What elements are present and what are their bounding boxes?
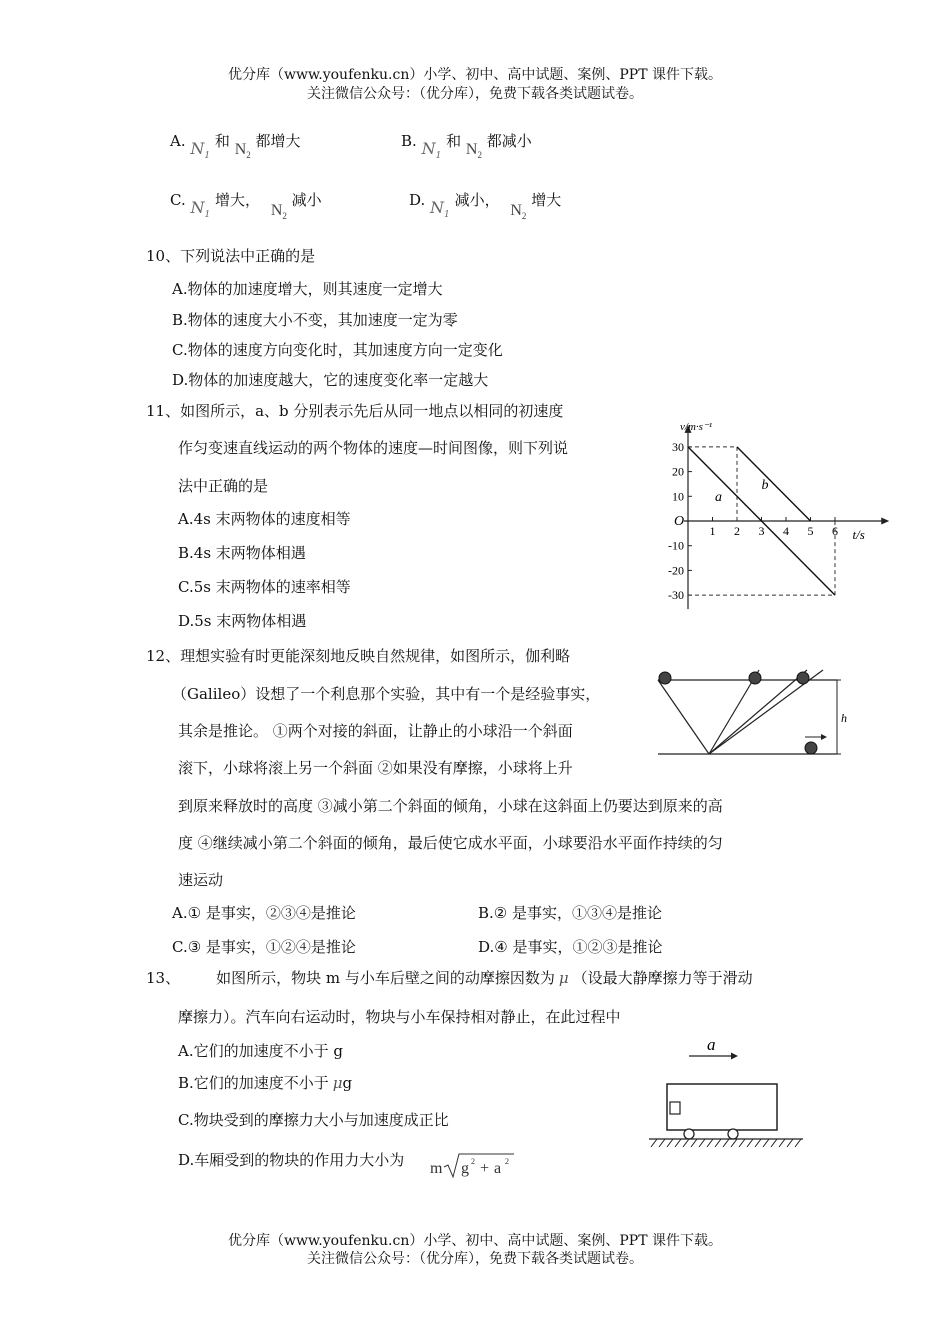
q12-line-6: 度 ④继续减小第二个斜面的倾角，最后使它成水平面，小球要沿水平面作持续的匀 bbox=[178, 834, 723, 852]
x-axis-label: t/s bbox=[852, 527, 865, 542]
series-label-a: a bbox=[714, 490, 722, 506]
symbol-n1: $N_1$ bbox=[190, 198, 211, 221]
hatch-line bbox=[771, 1139, 777, 1147]
hatch-line bbox=[739, 1139, 745, 1147]
hatch-line bbox=[779, 1139, 785, 1147]
formula-g: g bbox=[461, 1160, 469, 1177]
q13-option-b bbox=[178, 1073, 352, 1093]
q12-option-a: A.① 是事实，②③④是推论 bbox=[172, 904, 356, 922]
q9-option-b bbox=[401, 131, 532, 162]
chart-axes bbox=[684, 425, 889, 609]
wheel-right bbox=[728, 1129, 738, 1139]
y-axis-label: v/m·s⁻¹ bbox=[680, 421, 713, 433]
y-tick-label: -30 bbox=[668, 588, 684, 603]
hatch-line bbox=[699, 1139, 705, 1147]
option-text: 增大 bbox=[531, 191, 562, 209]
q10-option-d: D.物体的加速度越大，它的速度变化率一定越大 bbox=[172, 371, 489, 389]
acceleration-label: a bbox=[707, 1035, 716, 1054]
hatch-line bbox=[667, 1139, 673, 1147]
q11-option-c: C.5s 末两物体的速率相等 bbox=[178, 578, 351, 596]
option-label: D. bbox=[409, 191, 426, 209]
x-tick-label: 6 bbox=[832, 524, 838, 538]
q10-option-c: C.物体的速度方向变化时，其加速度方向一定变化 bbox=[172, 341, 503, 359]
q11-stem-line-2: 作匀变速直线运动的两个物体的速度—时间图像，则下列说 bbox=[178, 439, 569, 457]
q12-line-1: 12、理想实验有时更能深刻地反映自然规律，如图所示，伽利略 bbox=[146, 647, 571, 665]
option-text: B.它们的加速度不小于 bbox=[178, 1074, 329, 1092]
q12-option-c: C.③ 是事实，①②④是推论 bbox=[172, 938, 356, 956]
q13-option-c: C.物块受到的摩擦力大小与加速度成正比 bbox=[178, 1111, 449, 1129]
symbol-n2: $N_2$ bbox=[510, 202, 527, 222]
first-incline bbox=[658, 680, 709, 754]
incline-figure bbox=[645, 662, 850, 767]
hatch-line bbox=[675, 1139, 681, 1147]
option-text: g bbox=[342, 1074, 353, 1092]
q13-stem-line-2: 摩擦力）。汽车向右运动时，物块与小车保持相对静止，在此过程中 bbox=[178, 1008, 621, 1026]
y-tick-label: -10 bbox=[668, 538, 684, 553]
q13-stem-line-1 bbox=[146, 968, 753, 988]
option-text: 都减小 bbox=[486, 132, 532, 150]
formula-a: a bbox=[494, 1160, 502, 1177]
symbol-n2: $N_2$ bbox=[465, 141, 482, 161]
q10-option-a: A.物体的加速度增大，则其速度一定增大 bbox=[172, 280, 443, 298]
stem-text: 如图所示，物块 m 与小车后壁之间的动摩擦因数为 bbox=[216, 969, 555, 987]
q12-line-7: 速运动 bbox=[178, 871, 224, 889]
q10-option-b: B.物体的速度大小不变，其加速度一定为零 bbox=[172, 311, 458, 329]
hatch-line bbox=[795, 1139, 801, 1147]
q11-stem-line-1: 11、如图所示，a、b 分别表示先后从同一地点以相同的初速度 bbox=[146, 402, 564, 420]
hatch-line bbox=[683, 1139, 689, 1147]
x-tick-label: 2 bbox=[734, 524, 740, 538]
formula-m: m bbox=[430, 1160, 443, 1177]
formula-sup-g: 2 bbox=[471, 1157, 475, 1166]
vt-chart bbox=[630, 410, 865, 625]
option-text: 减小， bbox=[454, 191, 500, 209]
q12-line-4: 滚下，小球将滚上另一个斜面 ②如果没有摩擦，小球将上升 bbox=[178, 759, 573, 777]
stem-text: （设最大静摩擦力等于滑动 bbox=[572, 969, 753, 987]
q9-option-a bbox=[170, 131, 301, 162]
symbol-n1: $N_1$ bbox=[421, 139, 442, 162]
hatch-line bbox=[707, 1139, 713, 1147]
wheel-left bbox=[684, 1129, 694, 1139]
formula-plus: + bbox=[480, 1160, 490, 1177]
symbol-n2: $N_2$ bbox=[234, 141, 251, 161]
x-axis-arrow bbox=[881, 518, 889, 525]
ball-start bbox=[659, 672, 671, 684]
ground-hatch bbox=[651, 1139, 801, 1147]
chart-labels bbox=[668, 421, 865, 602]
mu-symbol: μ bbox=[558, 969, 569, 987]
option-label: B. bbox=[401, 132, 417, 150]
q12-option-d: D.④ 是事实，①②③是推论 bbox=[478, 938, 663, 956]
q13-option-d: D.车厢受到的物块的作用力大小为 bbox=[178, 1151, 405, 1169]
cart-body bbox=[667, 1084, 777, 1130]
hatch-line bbox=[747, 1139, 753, 1147]
hatch-line bbox=[723, 1139, 729, 1147]
q9-option-c bbox=[170, 190, 322, 222]
symbol-n2: $N_2$ bbox=[270, 202, 287, 222]
footer-line-1: 优分库（www.youfenku.cn）小学、初中、高中试题、案例、PPT 课件下载。 bbox=[227, 1233, 722, 1249]
hatch-line bbox=[651, 1139, 657, 1147]
ball-3 bbox=[797, 672, 809, 684]
origin-label: O bbox=[674, 514, 685, 529]
series-label-b: b bbox=[761, 477, 769, 493]
q11-stem-line-3: 法中正确的是 bbox=[178, 477, 269, 495]
option-label: C. bbox=[170, 191, 186, 209]
hatch-line bbox=[755, 1139, 761, 1147]
q11-option-b: B.4s 末两物体相遇 bbox=[178, 544, 306, 562]
q11-option-d: D.5s 末两物体相遇 bbox=[178, 612, 307, 630]
mu-symbol: μ bbox=[332, 1074, 343, 1092]
y-tick-label: 10 bbox=[672, 489, 684, 504]
height-label: h bbox=[841, 711, 847, 725]
x-tick-label: 5 bbox=[807, 524, 814, 538]
formula-sup-a: 2 bbox=[505, 1157, 509, 1166]
hatch-line bbox=[691, 1139, 697, 1147]
y-tick-label: 30 bbox=[672, 439, 684, 454]
hatch-line bbox=[763, 1139, 769, 1147]
q10-stem: 10、下列说法中正确的是 bbox=[146, 247, 316, 265]
acceleration-arrowhead bbox=[731, 1053, 738, 1060]
velocity-arrowhead bbox=[821, 734, 827, 740]
q12-line-5: 到原来释放时的高度 ③减小第二个斜面的倾角，小球在这斜面上仍要达到原来的高 bbox=[178, 797, 723, 815]
hatch-line bbox=[659, 1139, 665, 1147]
option-label: A. bbox=[170, 132, 186, 150]
x-tick-label: 1 bbox=[709, 524, 716, 538]
q13-option-a: A.它们的加速度不小于 g bbox=[178, 1042, 343, 1060]
q12-line-2: （Galileo）设想了一个利息那个实验，其中有一个是经验事实， bbox=[172, 685, 601, 703]
cart-figure bbox=[645, 1030, 820, 1155]
option-text: 都增大 bbox=[255, 132, 301, 150]
y-tick-label: -20 bbox=[668, 563, 684, 578]
sqrt-sign bbox=[444, 1154, 514, 1177]
x-tick-label: 3 bbox=[758, 524, 765, 538]
header-line-2: 关注微信公众号：（优分库），免费下载各类试题试卷。 bbox=[307, 86, 643, 102]
x-tick-label: 4 bbox=[783, 524, 789, 538]
hatch-line bbox=[731, 1139, 737, 1147]
option-text: 减小 bbox=[291, 191, 322, 209]
option-text: 和 bbox=[446, 132, 462, 150]
header-line-1: 优分库（www.youfenku.cn）小学、初中、高中试题、案例、PPT 课件下载。 bbox=[227, 67, 722, 83]
symbol-n1: $N_1$ bbox=[430, 198, 450, 221]
question-number: 13、 bbox=[146, 969, 181, 987]
q12-line-3: 其余是推论。 ①两个对接的斜面，让静止的小球沿一个斜面 bbox=[178, 722, 573, 740]
hatch-line bbox=[715, 1139, 721, 1147]
hatch-line bbox=[787, 1139, 793, 1147]
footer-line-2: 关注微信公众号：（优分库），免费下载各类试题试卷。 bbox=[307, 1251, 643, 1267]
option-text: 和 bbox=[214, 132, 230, 150]
option-text: 增大， bbox=[215, 191, 261, 209]
y-tick-label: 20 bbox=[672, 464, 684, 479]
q11-option-a: A.4s 末两物体的速度相等 bbox=[178, 510, 351, 528]
formula-m-sqrt bbox=[428, 1148, 523, 1182]
q12-option-b: B.② 是事实，①③④是推论 bbox=[478, 904, 663, 922]
q9-option-d bbox=[409, 190, 562, 222]
ball-flat bbox=[805, 742, 817, 754]
series-line-b bbox=[737, 447, 811, 521]
ball-2 bbox=[749, 672, 761, 684]
symbol-n1: $N_1$ bbox=[190, 139, 211, 162]
block-m bbox=[670, 1102, 680, 1114]
